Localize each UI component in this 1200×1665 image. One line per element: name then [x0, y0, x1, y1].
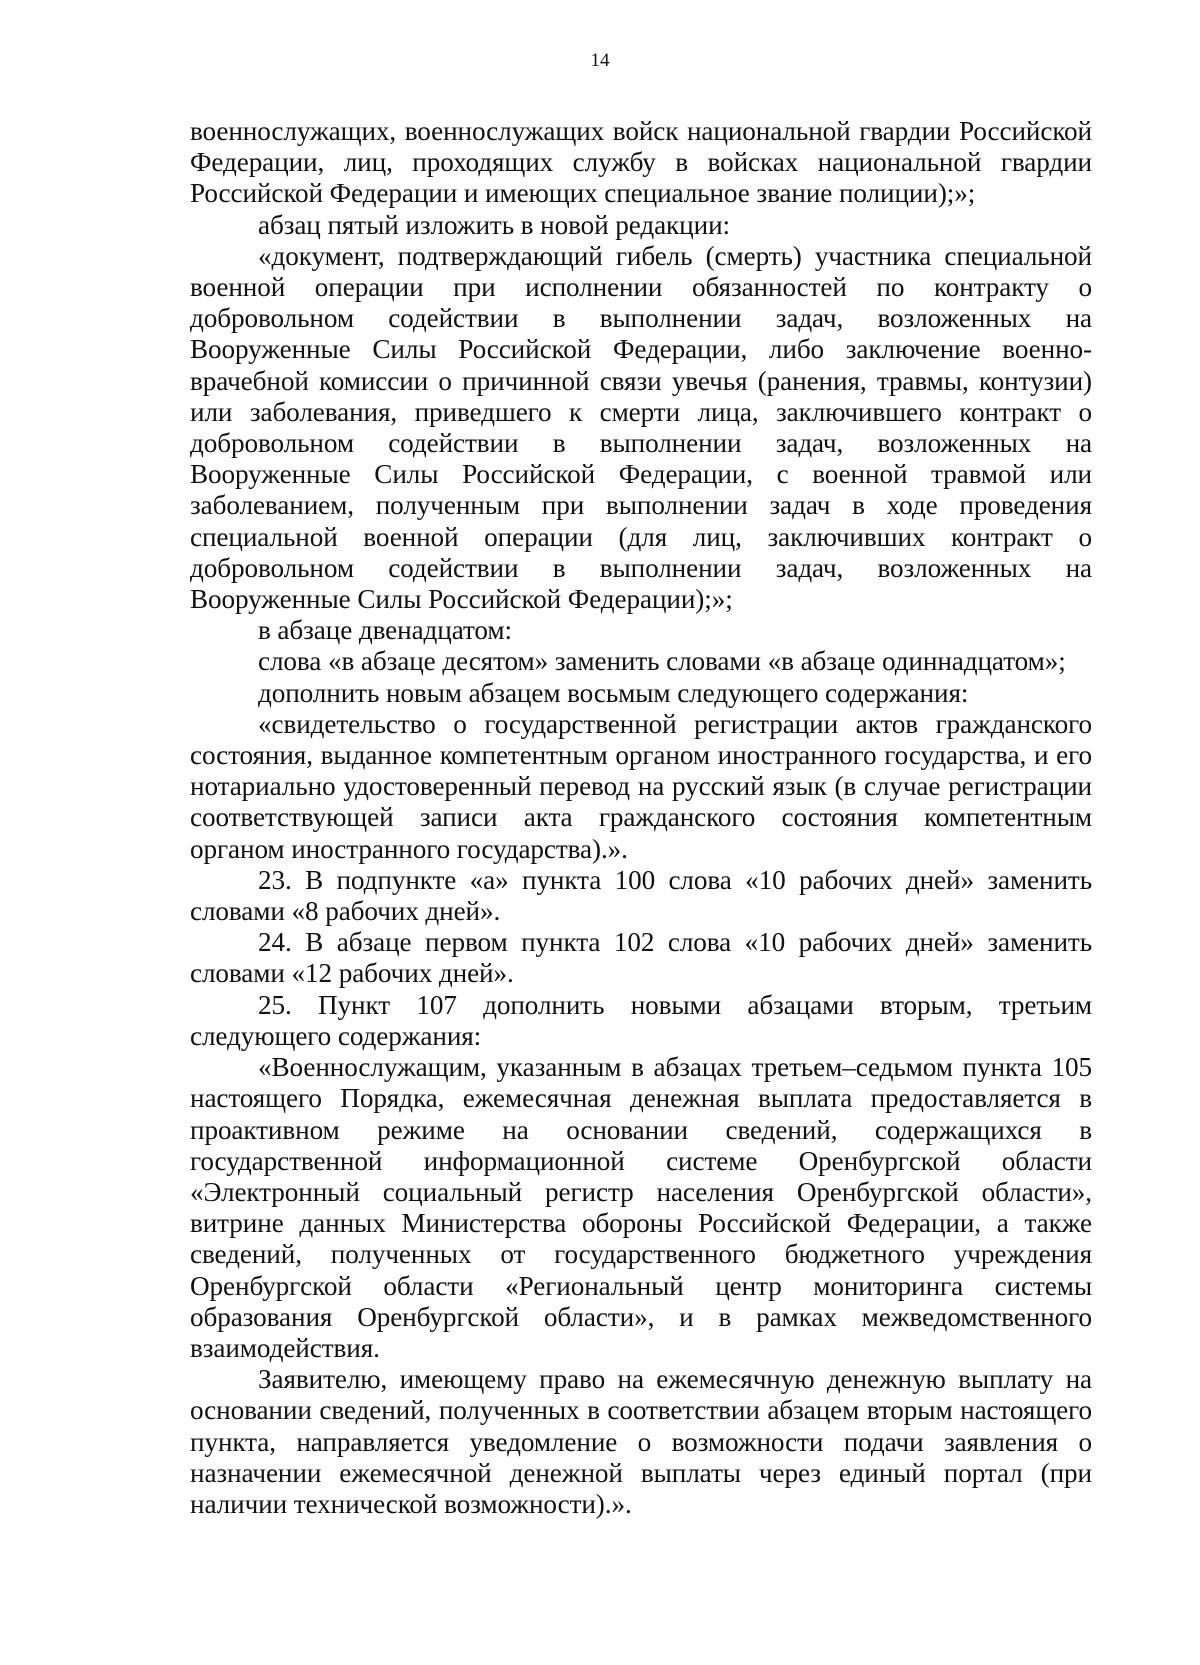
paragraph-amendment-instruction: в абзаце двенадцатом: — [258, 615, 512, 646]
paragraph-item-24: 24. В абзаце первом пункта 102 слова «10 рабочих дней» заменить словами «12 рабочих дней». — [190, 927, 1092, 989]
paragraph-amendment-instruction: абзац пятый изложить в новой редакции: — [258, 209, 730, 240]
document-body — [190, 116, 1092, 1520]
paragraph-quoted-document: «документ, подтверждающий гибель (смерть) участника специальной военной операции при исполнении обязанностей по контракту о добровольном содействии в выполнении задач, возложенных на Вооруженные Силы Российской Федерации, либо заключение военно-врачебной комиссии о причинной связи увечья (ранения, травмы, контузии) или заболевания, приведшего к смерти лица, заключившего контракт о добровольном содействии в выполнении задач, возложенных на Вооруженные Силы Российской Федерации, с военной травмой или заболеванием, полученным при выполнении задач в ходе проведения специальной военной операции (для лиц, заключивших контракт о добровольном содействии в выполнении задач, возложенных на Вооруженные Силы Российской Федерации);»; — [190, 240, 1092, 615]
paragraph-quoted-certificate: «свидетельство о государственной регистрации актов гражданского состояния, выданное компетентным органом иностранного государства, и его нотариально удостоверенный перевод на русский язык (в случае регистрации соответствующей записи акта гражданского состояния компетентным органом иностранного государства).». — [190, 708, 1092, 864]
paragraph-amendment-instruction: дополнить новым абзацем восьмым следующего содержания: — [258, 677, 969, 708]
paragraph-amendment-instruction: слова «в абзаце десятом» заменить словами «в абзаце одиннадцатом»; — [258, 646, 1066, 677]
paragraph-quoted-servicemen: «Военнослужащим, указанным в абзацах третьем–седьмом пункта 105 настоящего Порядка, ежемесячная денежная выплата предоставляется в проактивном режиме на основании сведений, содержащихся в государственной информационной системе Оренбургской области «Электронный социальный регистр населения Оренбургской области», витрине данных Министерства обороны Российской Федерации, а также сведений, полученных от государственного бюджетного учреждения Оренбургской области «Региональный центр мониторинга системы образования Оренбургской области», и в рамках межведомственного взаимодействия. — [190, 1052, 1092, 1363]
paragraph-continuation: военнослужащих, военнослужащих войск национальной гвардии Российской Федерации, лиц, проходящих службу в войсках национальной гвардии Российской Федерации и имеющих специальное звание полиции);»; — [190, 116, 1092, 209]
paragraph-quoted-applicant: Заявителю, имеющему право на ежемесячную денежную выплату на основании сведений, полученных в соответствии абзацем вторым настоящего пункта, направляется уведомление о возможности подачи заявления о назначении ежемесячной денежной выплаты через единый портал (при наличии технической возможности).». — [190, 1364, 1092, 1519]
page-number: 14 — [590, 50, 610, 71]
paragraph-item-23: 23. В подпункте «а» пункта 100 слова «10 рабочих дней» заменить словами «8 рабочих дней». — [190, 864, 1092, 927]
paragraph-item-25: 25. Пункт 107 дополнить новыми абзацами вторым, третьим следующего содержания: — [190, 989, 1092, 1051]
